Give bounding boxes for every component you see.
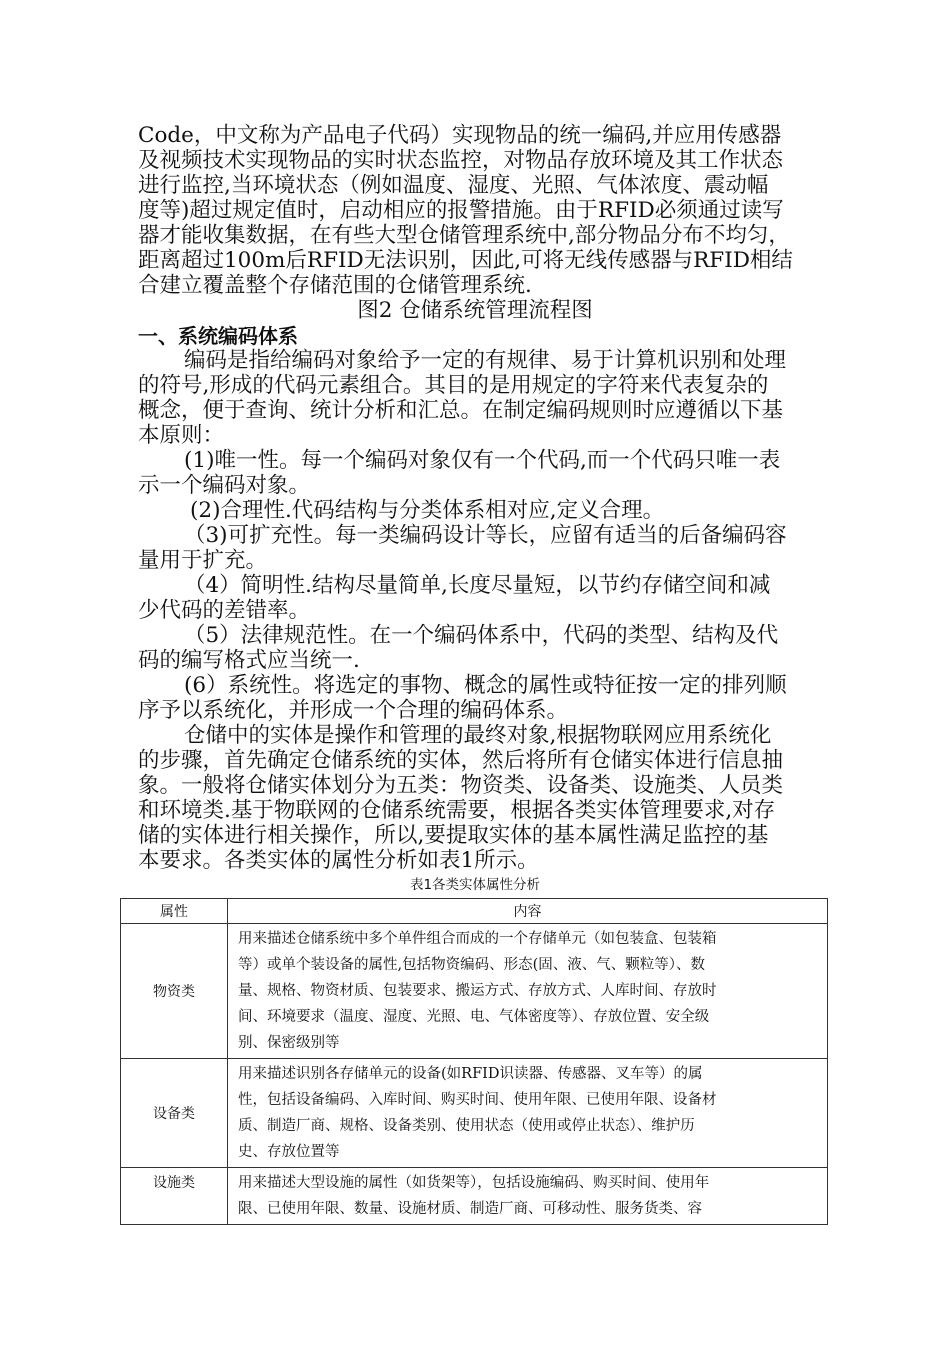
attribute-table [120, 898, 828, 1225]
cell-line: 性，包括设备编码、入库时间、购买时间、使用年限、已使用年限、设备材 [238, 1092, 717, 1108]
text-line: 仓储中的实体是操作和管理的最终对象,根据物联网应用系统化 [184, 723, 772, 748]
text-line: 器才能收集数据，在有些大型仓储管理系统中,部分物品分布不均匀， [138, 223, 790, 248]
cell-line: 用来描述仓储系统中多个单件组合而成的一个存储单元（如包装盒、包装箱 [238, 931, 717, 947]
table-caption: 表1各类实体属性分析 [409, 877, 541, 893]
row-name: 设施类 [121, 1168, 228, 1225]
text-line: (1)唯一性。每一个编码对象仅有一个代码,而一个代码只唯一表 [184, 448, 781, 473]
text-line: 码的编写格式应当统一. [138, 648, 360, 673]
header-content: 内容 [228, 899, 828, 924]
text-line: 少代码的差错率。 [138, 598, 311, 623]
cell-line: 等）或单个装设备的属性,包括物资编码、形态(固、液、气、颗粒等）、数 [238, 957, 706, 973]
text-line: 本要求。各类实体的属性分析如表1所示。 [138, 848, 539, 873]
text-line: 及视频技术实现物品的实时状态监控，对物品存放环境及其工作状态 [138, 148, 784, 173]
table-header-row [121, 899, 828, 924]
cell-line: 质、制造厂商、规格、设备类别、使用状态（使用或停止状态）、维护历 [238, 1118, 695, 1134]
row-content [228, 924, 828, 1059]
cell-line: 用来描述大型设施的属性（如货架等），包括设施编码、购买时间、使用年 [238, 1175, 710, 1191]
row-content [228, 1168, 828, 1225]
text-line: 合建立覆盖整个存储范围的仓储管理系统. [138, 273, 532, 298]
text-line: 度等)超过规定值时，启动相应的报警措施。由于RFID必须通过读写 [138, 198, 784, 223]
text-line: 距离超过100m后RFID无法识别，因此,可将无线传感器与RFID相结 [138, 248, 793, 273]
cell-line: 间、环境要求（温度、湿度、光照、电、气体密度等）、存放位置、安全级 [238, 1009, 710, 1025]
text-line: 的符号,形成的代码元素组合。其目的是用规定的字符来代表复杂的 [138, 373, 769, 398]
text-line: 概念，便于查询、统计分析和汇总。在制定编码规则时应遵循以下基 [138, 398, 784, 423]
cell-line: 量、规格、物资材质、包装要求、搬运方式、存放方式、人库时间、存放时 [238, 983, 717, 999]
text-line: 和环境类.基于物联网的仓储系统需要，根据各类实体管理要求,对存 [138, 798, 776, 823]
text-line: 示一个编码对象。 [138, 473, 311, 498]
text-line: （5）法律规范性。在一个编码体系中，代码的类型、结构及代 [184, 623, 779, 648]
text-line: 象。一般将仓储实体划分为五类：物资类、设备类、设施类、人员类 [138, 773, 784, 798]
text-line: （4）简明性.结构尽量简单,长度尽量短，以节约存储空间和减 [184, 573, 771, 598]
figure-caption: 图2 仓储系统管理流程图 [357, 298, 593, 323]
cell-line: 别、保密级别等 [238, 1035, 340, 1051]
text-line: 进行监控,当环境状态（例如温度、湿度、光照、气体浓度、震动幅 [138, 173, 769, 198]
text-line: 的步骤，首先确定仓储系统的实体，然后将所有仓储实体进行信息抽 [138, 748, 784, 773]
row-name: 物资类 [121, 924, 228, 1059]
text-line: 编码是指给编码对象给予一定的有规律、易于计算机识别和处理 [184, 348, 787, 373]
text-line: （3)可扩充性。每一类编码设计等长，应留有适当的后备编码容 [184, 523, 787, 548]
cell-line: 史、存放位置等 [238, 1144, 340, 1160]
text-line: 量用于扩充。 [138, 548, 268, 573]
table-row [121, 1168, 828, 1225]
cell-line: 用来描述识别各存储单元的设备(如RFID识读器、传感器、叉车等）的属 [238, 1066, 703, 1082]
header-attribute: 属性 [121, 899, 228, 924]
text-line: 序予以系统化，并形成一个合理的编码体系。 [138, 698, 569, 723]
section-heading: 一、系统编码体系 [138, 324, 298, 348]
text-line: (6）系统性。将选定的事物、概念的属性或特征按一定的排列顺 [184, 673, 787, 698]
text-line: (2)合理性.代码结构与分类体系相对应,定义合理。 [190, 498, 665, 523]
table-row [121, 924, 828, 1059]
text-line: Code，中文称为产品电子代码）实现物品的统一编码,并应用传感器 [138, 123, 782, 148]
table-row [121, 1059, 828, 1168]
text-line: 本原则： [138, 423, 225, 448]
text-line: 储的实体进行相关操作，所以,要提取实体的基本属性满足监控的基 [138, 823, 769, 848]
row-name: 设备类 [121, 1059, 228, 1168]
row-content [228, 1059, 828, 1168]
cell-line: 限、已使用年限、数量、设施材质、制造厂商、可移动性、服务货类、容 [238, 1201, 702, 1217]
